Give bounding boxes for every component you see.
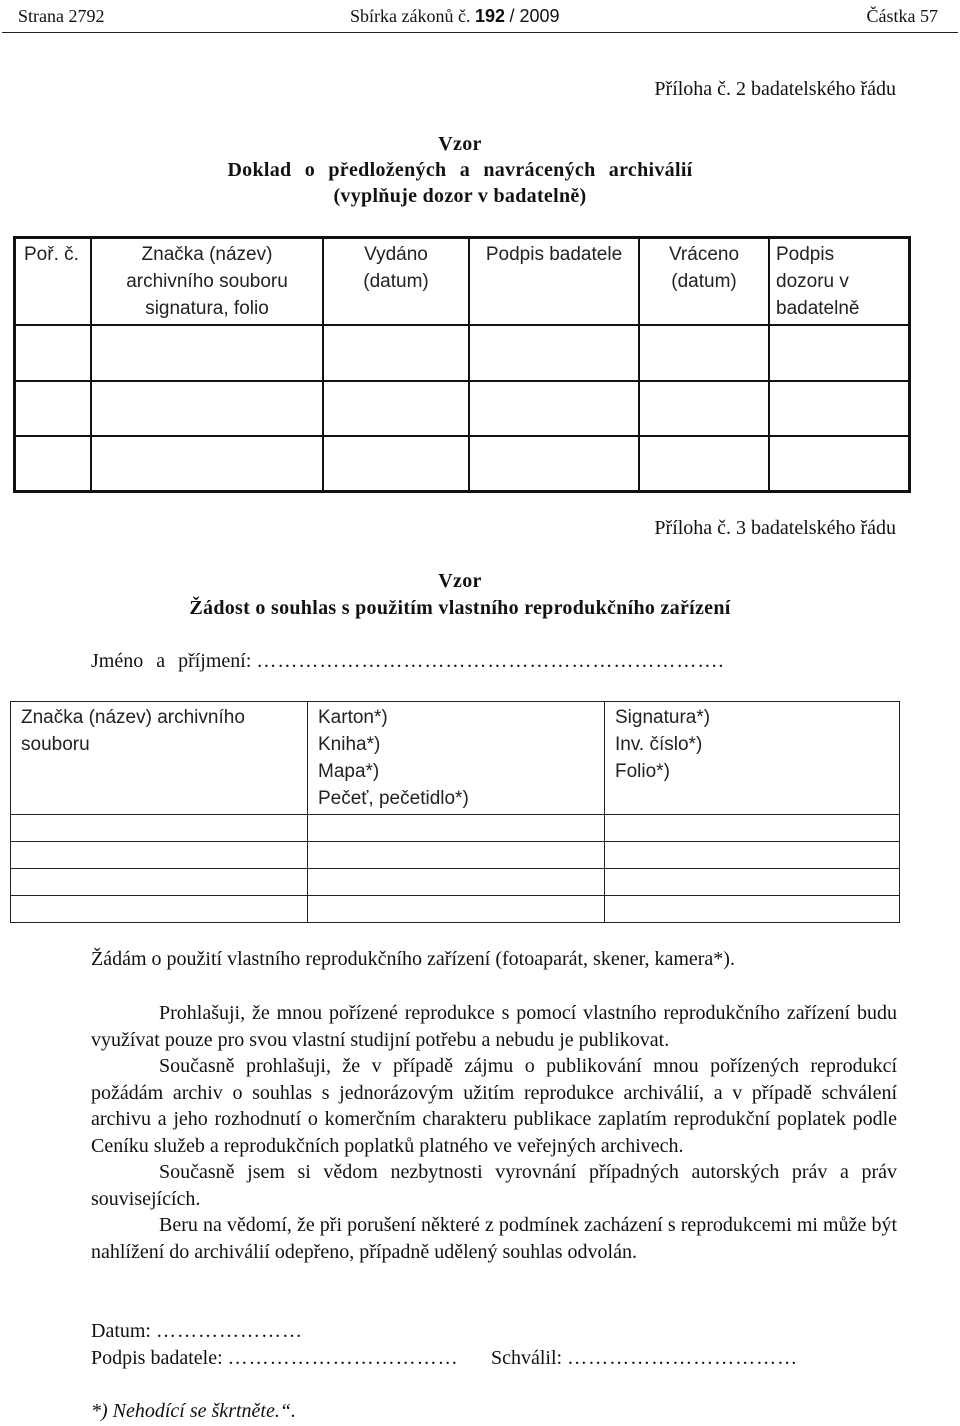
table-cell[interactable] bbox=[11, 869, 308, 896]
col-label: Inv. číslo*) bbox=[615, 734, 703, 755]
declaration-paragraph: Současně prohlašuji, že v případě zájmu o publikování mnou pořízených reprodukcí požádám archiv o souhlas s jednorázovým užitím reprodukce archiválií, a v případě schválení archivu a jeho rozhodnutí o komerčním charakteru publikace zaplatím reprodukční poplatek podle Ceníku služeb a reprodukčních poplatků platného ve veřejných archivech. bbox=[91, 1055, 897, 1157]
annex3-title-vzor: Vzor bbox=[438, 570, 482, 592]
table-cell[interactable] bbox=[15, 381, 92, 436]
header-cell-fond bbox=[11, 702, 308, 815]
table-row bbox=[11, 815, 900, 842]
table-cell[interactable] bbox=[308, 896, 605, 923]
date-field bbox=[91, 1320, 303, 1343]
col-label: Folio*) bbox=[615, 761, 670, 782]
annex2-label: Příloha č. 2 badatelského řádu bbox=[654, 78, 896, 100]
table-cell[interactable] bbox=[639, 325, 769, 381]
table-cell[interactable] bbox=[605, 815, 900, 842]
table-cell[interactable] bbox=[308, 815, 605, 842]
table-cell[interactable] bbox=[769, 381, 910, 436]
collection-number: 192 bbox=[474, 6, 506, 26]
table-cell[interactable] bbox=[91, 325, 323, 381]
table-cell[interactable] bbox=[11, 896, 308, 923]
col-label: Vydáno bbox=[364, 244, 428, 265]
approved-label: Schválil: bbox=[491, 1347, 563, 1369]
signature-field bbox=[91, 1347, 459, 1370]
table-cell[interactable] bbox=[323, 381, 469, 436]
col-label: (datum) bbox=[363, 271, 429, 292]
table-row bbox=[15, 436, 910, 491]
table-row bbox=[15, 325, 910, 381]
page-number: Strana 2792 bbox=[18, 6, 105, 26]
table-cell[interactable] bbox=[639, 381, 769, 436]
collection-year: / 2009 bbox=[509, 6, 560, 26]
table-header-row bbox=[15, 238, 910, 326]
header-cell-type bbox=[308, 702, 605, 815]
name-input-dots[interactable]: …………………………………………………………. bbox=[256, 650, 725, 672]
declaration-paragraph: Současně jsem si vědom nezbytnosti vyrovnání případných autorských práv a práv souvisejících. bbox=[91, 1161, 897, 1210]
table-cell[interactable] bbox=[639, 436, 769, 491]
collection-title bbox=[350, 6, 560, 27]
date-label: Datum: bbox=[91, 1320, 151, 1342]
signature-input-dots[interactable]: …………………………… bbox=[227, 1347, 459, 1369]
table-cell[interactable] bbox=[11, 815, 308, 842]
col-label: Karton*) bbox=[318, 707, 388, 728]
col-label: dozoru v bbox=[776, 271, 849, 292]
col-label: (datum) bbox=[671, 271, 737, 292]
declaration-paragraph: Prohlašuji, že mnou pořízené reprodukce s pomocí vlastního reprodukčního zařízení budu využívat pouze pro svou vlastní studijní potřebu a nebudu je publikovat. bbox=[91, 1002, 897, 1051]
name-field bbox=[91, 650, 724, 673]
part-number: Částka 57 bbox=[866, 6, 938, 26]
annex2-subtitle: (vyplňuje dozor v badatelně) bbox=[333, 185, 587, 207]
header-cell-fond bbox=[91, 238, 323, 326]
approved-input-dots[interactable]: …………………………… bbox=[567, 1347, 799, 1369]
table-cell[interactable] bbox=[769, 325, 910, 381]
table-row bbox=[11, 869, 900, 896]
header-cell-order bbox=[15, 238, 92, 326]
name-label: Jméno a příjmení: bbox=[91, 650, 252, 672]
table-cell[interactable] bbox=[308, 842, 605, 869]
annex3-label: Příloha č. 3 badatelského řádu bbox=[654, 517, 896, 539]
request-text: Žádám o použití vlastního reprodukčního zařízení (fotoaparát, skener, kamera*). bbox=[91, 948, 735, 970]
date-input-dots[interactable]: ………………… bbox=[156, 1320, 303, 1342]
table-cell[interactable] bbox=[469, 325, 639, 381]
col-label: Podpis bbox=[776, 244, 835, 265]
header-cell-signature bbox=[469, 238, 639, 326]
header-divider bbox=[2, 32, 958, 33]
table-cell[interactable] bbox=[469, 381, 639, 436]
table-cell[interactable] bbox=[91, 381, 323, 436]
col-label: badatelně bbox=[776, 298, 860, 319]
signature-label: Podpis badatele: bbox=[91, 1347, 223, 1369]
table-cell[interactable] bbox=[605, 896, 900, 923]
col-label: Kniha*) bbox=[318, 734, 381, 755]
col-label: Vráceno bbox=[668, 244, 740, 265]
annex2-title-vzor: Vzor bbox=[438, 133, 482, 155]
col-label: Signatura*) bbox=[615, 707, 711, 728]
table-cell[interactable] bbox=[323, 325, 469, 381]
table-cell[interactable] bbox=[308, 869, 605, 896]
table-row bbox=[11, 896, 900, 923]
table-cell[interactable] bbox=[605, 842, 900, 869]
table-row bbox=[15, 381, 910, 436]
reproduction-items-table bbox=[10, 701, 900, 923]
header-cell-signature bbox=[605, 702, 900, 815]
annex2-title: Doklad o předložených a navrácených archiválií bbox=[227, 159, 693, 181]
declaration-body bbox=[91, 1000, 897, 1265]
header-cell-issued bbox=[323, 238, 469, 326]
table-cell[interactable] bbox=[605, 869, 900, 896]
col-label: souboru bbox=[21, 734, 90, 755]
col-label: Mapa*) bbox=[318, 761, 380, 782]
col-label: Značka (název) bbox=[141, 244, 273, 265]
col-label: Poř. č. bbox=[24, 244, 79, 265]
annex3-title: Žádost o souhlas s použitím vlastního reprodukčního zařízení bbox=[189, 597, 731, 619]
col-label: Pečeť, pečetidlo*) bbox=[318, 788, 469, 809]
col-label: signatura, folio bbox=[145, 298, 269, 319]
collection-label: Sbírka zákonů č. bbox=[350, 6, 471, 26]
footnote: *) Nehodící se škrtněte.“. bbox=[91, 1400, 296, 1422]
col-label: Podpis badatele bbox=[485, 244, 623, 265]
table-cell[interactable] bbox=[91, 436, 323, 491]
table-row bbox=[11, 842, 900, 869]
table-cell[interactable] bbox=[15, 325, 92, 381]
col-label: archivního souboru bbox=[126, 271, 288, 292]
table-cell[interactable] bbox=[769, 436, 910, 491]
table-cell[interactable] bbox=[15, 436, 92, 491]
table-header-row bbox=[11, 702, 900, 815]
table-cell[interactable] bbox=[323, 436, 469, 491]
table-cell[interactable] bbox=[11, 842, 308, 869]
loan-record-table bbox=[13, 236, 911, 493]
col-label: Značka (název) archivního bbox=[21, 707, 245, 728]
header-cell-supervisor bbox=[769, 238, 910, 326]
declaration-paragraph: Beru na vědomí, že při porušení některé z podmínek zacházení s reprodukcemi mi může být nahlížení do archiválií odepřeno, případně udělený souhlas odvolán. bbox=[91, 1214, 897, 1263]
table-cell[interactable] bbox=[469, 436, 639, 491]
approved-field bbox=[491, 1347, 798, 1370]
header-cell-returned bbox=[639, 238, 769, 326]
